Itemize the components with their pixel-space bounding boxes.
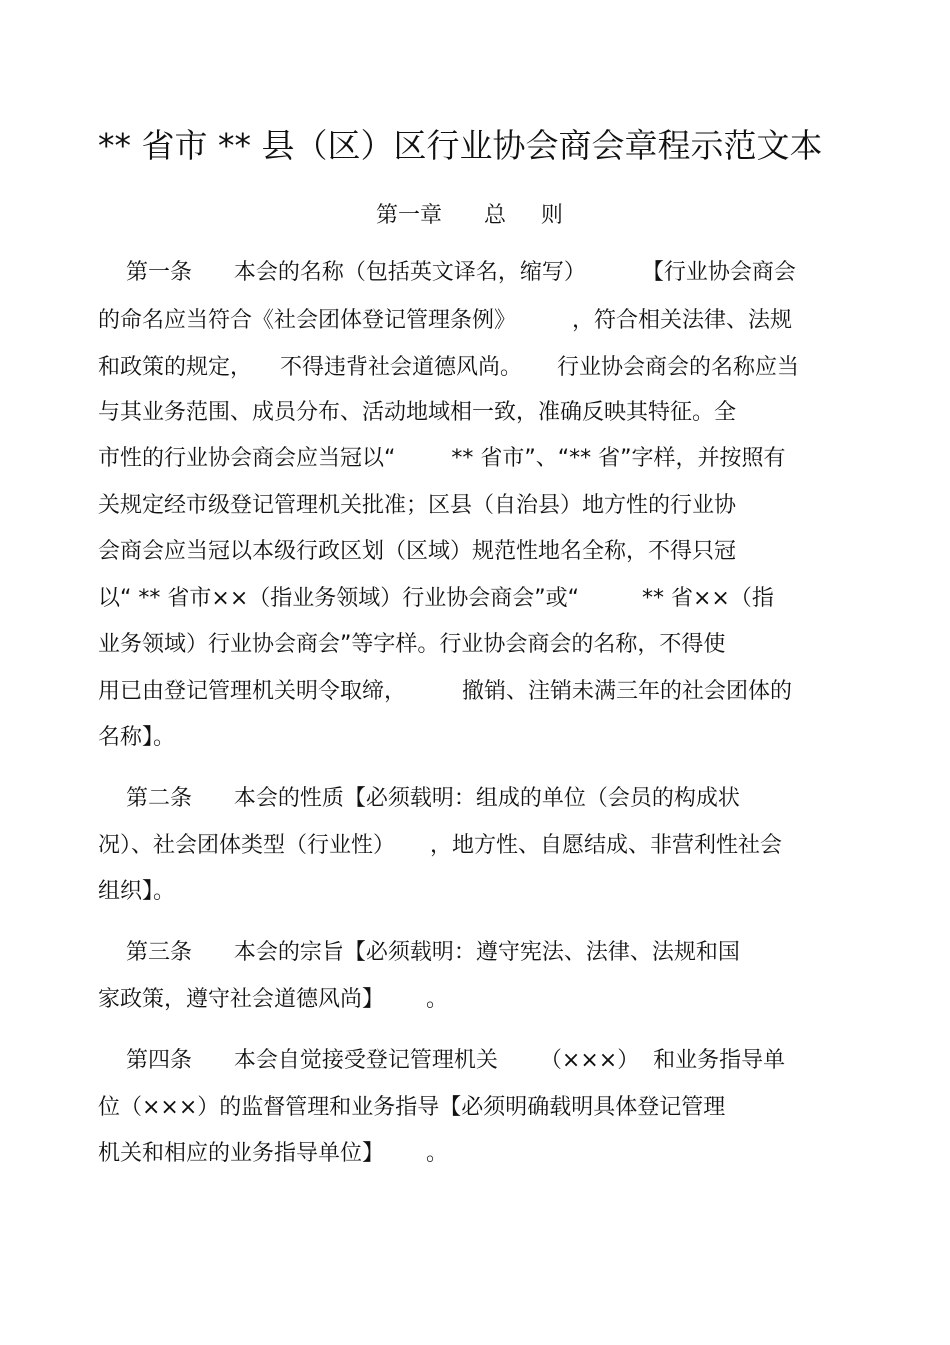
- article-3-line-1: 第三条 本会的宗旨【必须载明：遵守宪法、法律、法规和国: [98, 940, 740, 965]
- chapter-heading: 第一章 总 则: [376, 203, 563, 228]
- article-1-line-6: 关规定经市级登记管理机关批准；区县（自治县）地方性的行业协: [98, 493, 737, 518]
- article-4-line-1: 第四条 本会自觉接受登记管理机关 （×××） 和业务指导单: [98, 1048, 786, 1073]
- article-1-line-8: 以“ ** 省市××（指业务领域）行业协会商会”或“ ** 省××（指: [98, 586, 774, 611]
- article-1-line-7: 会商会应当冠以本级行政区划（区域）规范性地名全称，不得只冠: [98, 539, 737, 564]
- article-1-line-1: 第一条 本会的名称（包括英文译名，缩写） 【行业协会商会: [98, 260, 796, 285]
- article-4-line-3: 机关和相应的业务指导单位】 。: [98, 1141, 448, 1166]
- article-4-line-2: 位（×××）的监督管理和业务指导【必须明确载明具体登记管理: [98, 1095, 726, 1120]
- article-1-line-5: 市性的行业协会商会应当冠以“ ** 省市”、“** 省”字样，并按照有: [98, 446, 786, 471]
- article-1-line-11: 名称】。: [98, 725, 176, 750]
- article-1-line-2: 的命名应当符合《社会团体登记管理条例》 ，符合相关法律、法规: [98, 308, 792, 333]
- article-2-line-3: 组织】。: [98, 879, 176, 904]
- article-1-line-10: 用已由登记管理机关明令取缔， 撤销、注销未满三年的社会团体的: [98, 679, 792, 704]
- article-3-line-2: 家政策，遵守社会道德风尚】 。: [98, 987, 448, 1012]
- article-1-line-4: 与其业务范围、成员分布、活动地域相一致，准确反映其特征。全: [98, 400, 737, 425]
- article-1-line-9: 业务领域）行业协会商会”等字样。行业协会商会的名称，不得使: [98, 632, 726, 657]
- document-title: ** 省市 ** 县（区）区行业协会商会章程示范文本: [98, 126, 823, 165]
- article-2-line-2: 况）、社会团体类型（行业性） ，地方性、自愿结成、非营利性社会: [98, 833, 782, 858]
- article-1-line-3: 和政策的规定， 不得违背社会道德风尚。 行业协会商会的名称应当: [98, 355, 799, 380]
- article-2-line-1: 第二条 本会的性质【必须载明：组成的单位（会员的构成状: [98, 786, 740, 811]
